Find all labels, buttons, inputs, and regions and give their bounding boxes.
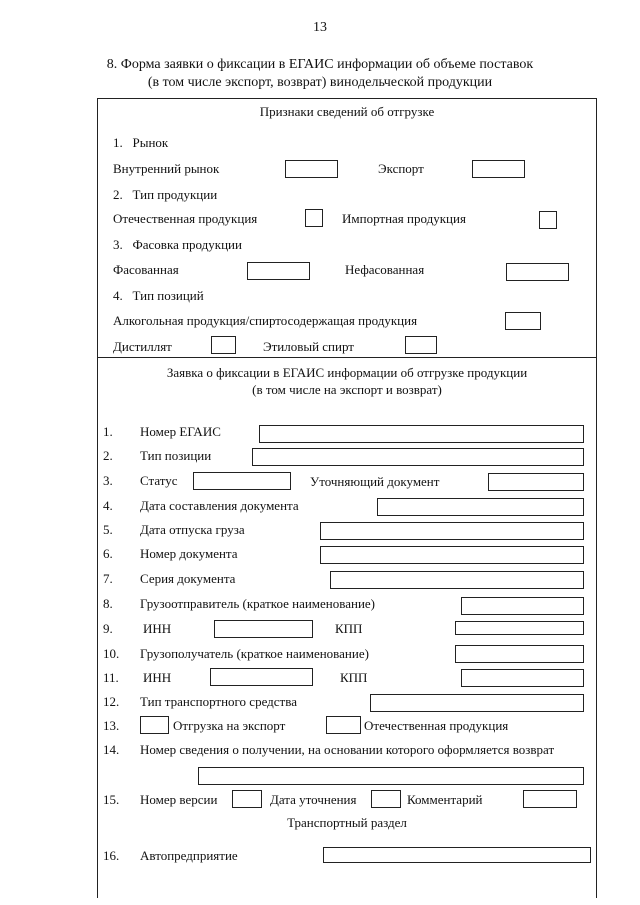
field-document-date[interactable] [377, 498, 584, 516]
field-clarification-date[interactable] [371, 790, 401, 808]
field-egais-number[interactable] [259, 425, 584, 443]
label-document-date: Дата составления документа [140, 498, 299, 513]
section-divider [97, 357, 597, 358]
field-consignee-inn[interactable] [210, 668, 313, 686]
transport-section-title: Транспортный раздел [287, 815, 407, 830]
label-packaged: Фасованная [113, 262, 179, 277]
row-number: 6. [103, 546, 113, 561]
row-number: 1. [103, 424, 113, 439]
label-alcohol-product: Алкогольная продукция/спиртосодержащая продукция [113, 313, 418, 328]
label-comment: Комментарий [407, 792, 483, 807]
row-number: 3. [103, 473, 113, 488]
field-shipper-inn[interactable] [214, 620, 313, 638]
label-position-type: Тип позиции [140, 448, 212, 463]
field-motor-company[interactable] [323, 847, 591, 863]
label-ship-date: Дата отпуска груза [140, 522, 245, 537]
label-receipt-number: Номер сведения о получении, на основании которого оформляется возврат [140, 742, 555, 757]
row-number: 2. [103, 448, 113, 463]
checkbox-export[interactable] [472, 160, 525, 178]
row-number: 14. [103, 742, 120, 757]
label-egais-number: Номер ЕГАИС [140, 424, 221, 439]
form-title-line2: (в том числе экспорт, возврат) винодельческой продукции [147, 75, 493, 90]
field-ship-date[interactable] [320, 522, 584, 540]
row-number: 5. [103, 522, 113, 537]
field-version-number[interactable] [232, 790, 262, 808]
checkbox-alcohol-product[interactable] [505, 312, 541, 330]
label-shipper-inn: ИНН [143, 621, 172, 636]
label-clarifying-document: Уточняющий документ [310, 474, 440, 489]
row-number: 9. [103, 621, 113, 636]
form-title-line1: 8. Форма заявки о фиксации в ЕГАИС информации об объеме поставок [106, 57, 534, 72]
row-number: 7. [103, 571, 113, 586]
label-consignee-kpp: КПП [340, 670, 368, 685]
field-shipper-kpp[interactable] [455, 621, 584, 635]
label-consignee-inn: ИНН [143, 670, 172, 685]
checkbox-export-shipment[interactable] [140, 716, 169, 734]
label-motor-company: Автопредприятие [140, 848, 238, 863]
label-document-series: Серия документа [140, 571, 236, 586]
group-product-type-title: 2. Тип продукции [113, 187, 218, 202]
field-vehicle-type[interactable] [370, 694, 584, 712]
row-number: 8. [103, 596, 113, 611]
label-export: Экспорт [378, 161, 424, 176]
field-consignee-kpp[interactable] [461, 669, 584, 687]
label-domestic-product-s2: Отечественная продукция [364, 718, 509, 733]
row-number: 11. [103, 670, 119, 685]
field-position-type[interactable] [252, 448, 584, 466]
label-export-shipment: Отгрузка на экспорт [173, 718, 286, 733]
label-consignee: Грузополучатель (краткое наименование) [140, 646, 369, 661]
field-shipper[interactable] [461, 597, 584, 615]
label-unpackaged: Нефасованная [345, 262, 425, 277]
section2-header-line2: (в том числе на экспорт и возврат) [252, 382, 442, 397]
label-distillate: Дистиллят [113, 339, 172, 354]
label-domestic-product: Отечественная продукция [113, 211, 258, 226]
section2-header-line1: Заявка о фиксации в ЕГАИС информации об отгрузке продукции [166, 365, 528, 380]
field-clarifying-document[interactable] [488, 473, 584, 491]
label-shipper-kpp: КПП [335, 621, 363, 636]
page-number: 13 [313, 20, 327, 35]
field-document-series[interactable] [330, 571, 584, 589]
checkbox-distillate[interactable] [211, 336, 236, 354]
checkbox-domestic-product[interactable] [305, 209, 323, 227]
field-receipt-number[interactable] [198, 767, 584, 785]
label-vehicle-type: Тип транспортного средства [140, 694, 297, 709]
field-comment[interactable] [523, 790, 577, 808]
label-version-number: Номер версии [140, 792, 218, 807]
label-clarification-date: Дата уточнения [270, 792, 357, 807]
group-position-type-title: 4. Тип позиций [113, 288, 204, 303]
label-domestic-market: Внутренний рынок [113, 161, 220, 176]
checkbox-ethyl-alcohol[interactable] [405, 336, 437, 354]
checkbox-packaged[interactable] [247, 262, 310, 280]
row-number: 15. [103, 792, 120, 807]
row-number: 16. [103, 848, 120, 863]
field-consignee[interactable] [455, 645, 584, 663]
row-number: 12. [103, 694, 120, 709]
checkbox-domestic-market[interactable] [285, 160, 338, 178]
section1-header: Признаки сведений об отгрузке [259, 104, 435, 119]
row-number: 4. [103, 498, 113, 513]
checkbox-domestic-product-s2[interactable] [326, 716, 361, 734]
field-status[interactable] [193, 472, 291, 490]
label-ethyl-alcohol: Этиловый спирт [263, 339, 354, 354]
label-imported-product: Импортная продукция [342, 211, 466, 226]
row-number: 13. [103, 718, 120, 733]
checkbox-unpackaged[interactable] [506, 263, 569, 281]
group-packaging-title: 3. Фасовка продукции [113, 237, 242, 252]
field-document-number[interactable] [320, 546, 584, 564]
row-number: 10. [103, 646, 120, 661]
label-shipper: Грузоотправитель (краткое наименование) [140, 596, 376, 611]
label-status: Статус [140, 473, 178, 488]
group-market-title: 1. Рынок [113, 135, 169, 150]
label-document-number: Номер документа [140, 546, 238, 561]
checkbox-imported-product[interactable] [539, 211, 557, 229]
